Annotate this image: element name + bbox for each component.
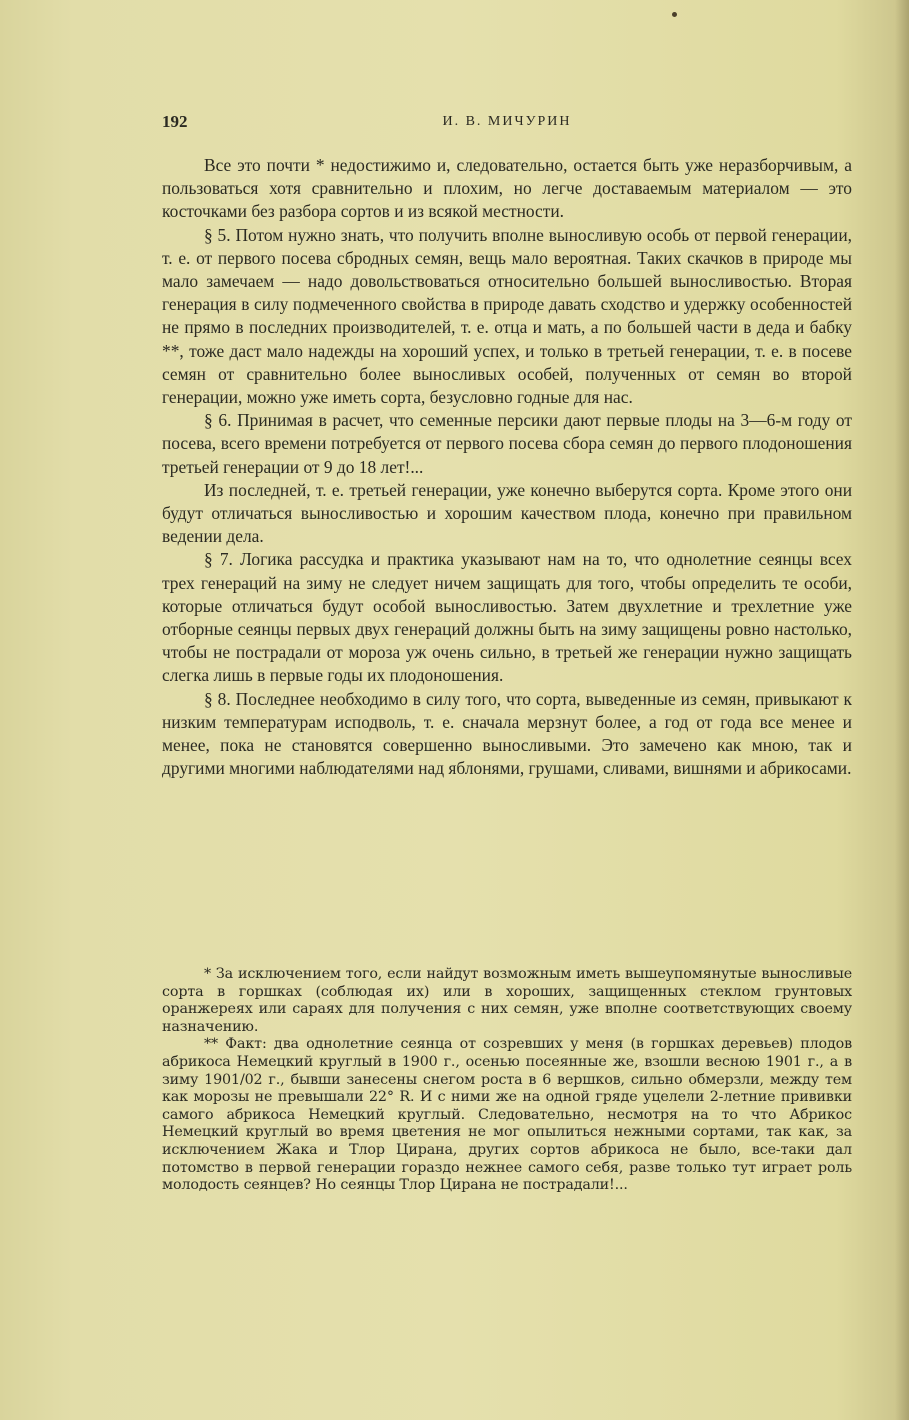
main-text bbox=[162, 154, 852, 780]
page-header bbox=[162, 112, 852, 136]
page-edge-shadow bbox=[895, 0, 909, 1420]
paragraph: Все это почти * недостижимо и, следовательно, остается быть уже неразборчивым, а пользоваться хотя сравнительно и плохим, но легче доставаемым материалом — это косточками без разбора сортов и из всякой местности. bbox=[162, 155, 852, 222]
paragraph: Из последней, т. е. третьей генерации, уже конечно выберутся сорта. Кроме этого они будут отличаться выносливостью и хорошим качеством плода, конечно при правильном ведении дела. bbox=[162, 479, 852, 547]
page-number: 192 bbox=[162, 112, 188, 131]
paragraph-section-8: § 8. Последнее необходимо в силу того, что сорта, выведенные из семян, привыкают к низким температурам исподволь, т. е. сначала мерзнут более, а год от года все менее и менее, пока не становятся совершенно выносливыми. Это замечено как мною, так и другими многими наблюдателями над яблонями, грушами, сливами, вишнями и абрикосами. bbox=[162, 688, 852, 779]
ink-spot bbox=[672, 12, 677, 17]
footnote-1: * За исключением того, если найдут возможным иметь вышеупомянутые выносливые сорта в горшках (соблюдая их) или в хороших, защищенных стеклом грунтовых оранжереях или сараях для получения с них семян, уже вполне соответствующих своему назначению. bbox=[162, 966, 852, 1035]
running-head: И. В. МИЧУРИН bbox=[442, 114, 572, 129]
paragraph-section-5: § 5. Потом нужно знать, что получить вполне выносливую особь от первой генерации, т. е. от первого посева сбродных семян, вещь мало вероятная. Таких скачков в природе мы мало замечаем — надо довольствоваться относительно большей выносливостью. Вторая генерация в силу подмеченного свойства в природе давать сходство и удержку особенностей не прямо в последних производителей, т. е. отца и мать, а по большей части в деда и бабку **, тоже даст мало надежды на хороший успех, и только в третьей генерации, т. е. в посеве семян от сравнительно более выносливых особей, полученных от семян во второй генерации, можно уже иметь сорта, безусловно годные для нас. bbox=[162, 224, 852, 408]
paragraph-section-7: § 7. Логика рассудка и практика указывают нам на то, что однолетние сеянцы всех трех генераций на зиму не следует ничем защищать для того, чтобы определить те особи, которые отличаться будут особой выносливостью. Затем двухлетние и трехлетние уже отборные сеянцы первых двух генераций должны быть на зиму защищены ровно настолько, чтобы не пострадали от мороза уж очень сильно, в третьей же генерации нужно защищать слегка лишь в первые годы их плодоношения. bbox=[162, 549, 852, 686]
paragraph-section-6: § 6. Принимая в расчет, что семенные персики дают первые плоды на 3—6-м году от посева, всего времени потребуется от первого посева сбора семян до первого плодоношения третьей генерации от 9 до 18 лет!... bbox=[162, 410, 852, 477]
footnotes bbox=[162, 966, 852, 1195]
footnote-2: ** Факт: два однолетние сеянца от созревших у меня (в горшках деревьев) плодов абрикоса Немецкий круглый в 1900 г., осенью посеянные же, взошли весною 1901 г., а в зиму 1901/02 г., бывши занесены снегом роста в 6 вершков, сильно обмерзли, между тем как морозы не превышали 22° R. И с ними же на одной гряде уцелели 2-летние прививки самого абрикоса Немецкий круглый. Следовательно, несмотря на то что Абрикос Немецкий круглый во время цветения не мог опылиться нежными сортами, так как, за исключением Жака и Тлор Цирана, других сортов абрикоса не было, все-таки дал потомство в первой генерации гораздо нежнее самого себя, разве только тут играет роль молодость сеянцев? Но сеянцы Тлор Цирана не пострадали!... bbox=[162, 1036, 852, 1194]
